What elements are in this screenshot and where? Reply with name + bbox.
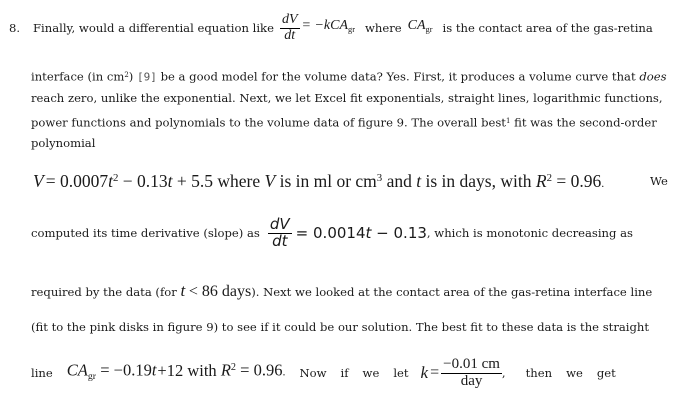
where-word: where [365, 21, 402, 35]
fraction-numerator: dV [281, 11, 298, 27]
line-2: interface (in cm$^2$) [9] be a good model for the volume data? Yes. First, it produces a volume curve that does [31, 69, 667, 84]
contact-area-symbol: $CA_{gr}$ [407, 18, 433, 34]
contact-area-fit: $CA_{gr} = -0.19t+12$ with $R^2 = 0.96$. [66, 361, 286, 383]
k-fraction: $\frac{-0.01 cm}{\text{day}}$ [443, 355, 500, 389]
derivative-value: = 0.0014t − 0.13 [295, 224, 427, 242]
fraction-denominator: dt [284, 27, 296, 43]
we-word: We [650, 174, 668, 188]
line-8: required by the data (for t < 86 days). Next we looked at the contact area of the gas-retina interface line [31, 281, 653, 300]
line-1-intro: Finally, would a differential equation like [33, 21, 274, 35]
footnote-marker[interactable]: 1 [505, 117, 511, 125]
line-4: power functions and polynomials to the volume data of figure 9. The overall best$^1$ fit was the second-order [31, 115, 657, 130]
line-9: (fit to the pink disks in figure 9) to see if it could be our solution. The best fit to these data is the straight [31, 320, 650, 334]
line-1 [33, 7, 653, 49]
line-7: computed its time derivative (slope) as $\frac{dV}{dt}$ = 0.0014t − 0.13 , which is monotonic decreasing as [31, 214, 633, 250]
polynomial-equation: $V = 0.0007t^2 - 0.13t + 5.5$ where V is in ml or $cm^3$ and t is in days, with $R^2 = 0.96$. [33, 170, 605, 191]
line-5: polynomial [31, 136, 96, 150]
derivative-fraction: $\frac{dV}{dt}$ [269, 214, 290, 250]
differential-fraction [280, 13, 300, 43]
line-1-tail: is the contact area of the gas-retina [442, 21, 653, 35]
equation-rhs: = −kCA$_{gr}$ [301, 18, 355, 34]
line-10: line $CA_{gr} = -0.19t+12$ with $R^2 = 0.96$. Now if we let k = $\frac{-0.01 cm}{\text{day}}$ , then we get [31, 355, 616, 389]
item-number: 8. [9, 21, 21, 35]
reference-link[interactable]: [9] [137, 70, 157, 84]
line-3: reach zero, unlike the exponential. Next, we let Excel fit exponentials, straight lines, logarithmic functions, [31, 91, 663, 105]
